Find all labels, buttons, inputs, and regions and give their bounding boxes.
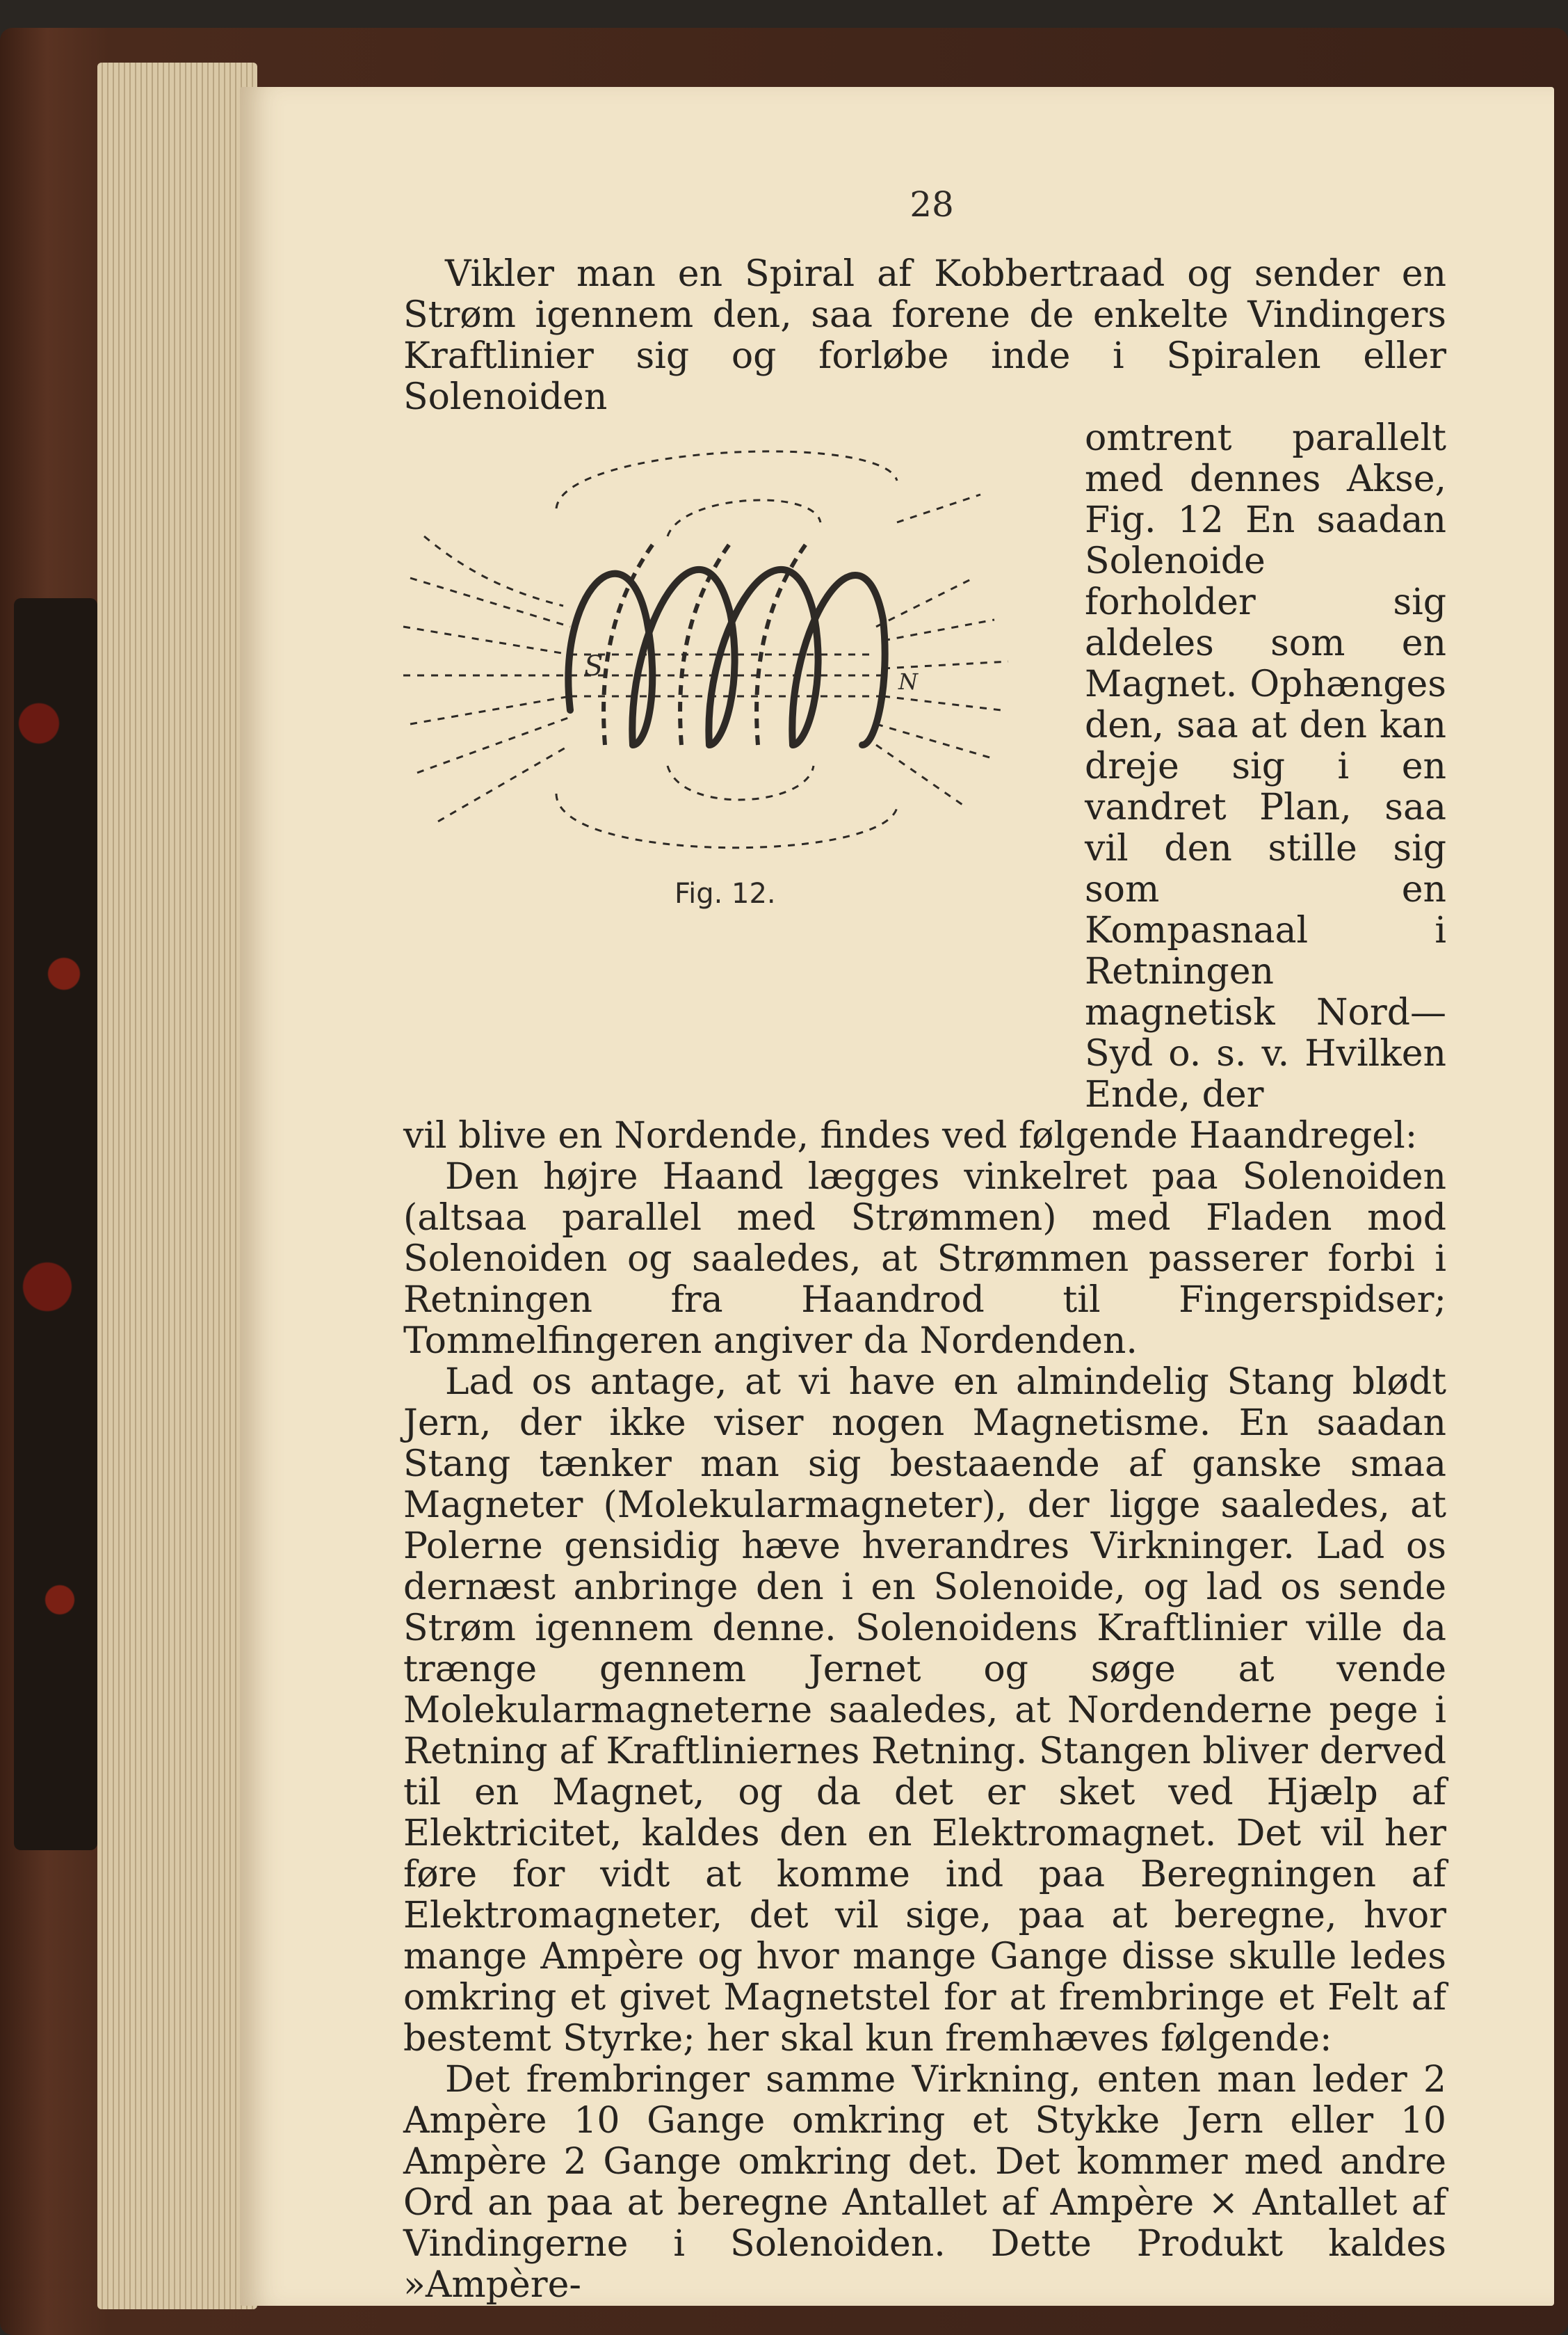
field-line-top-inner (668, 500, 821, 536)
paragraph-intro-end: vil blive en Nordende, findes ved følgende Haandregel: (403, 1115, 1418, 1157)
south-pole-label: S (584, 650, 604, 682)
paragraph-haandregel: Den højre Haand lægges vinkelret paa Solenoiden (altsaa parallel med Strømmen) med Fladen mod Solenoiden og saaledes, at Strømmen passerer forbi i Retningen fra Haandrod til Fingerspidser; Tommelfingeren angiver da Nordenden. (403, 1156, 1446, 1362)
page-number: 28 (910, 184, 954, 225)
text-column (403, 254, 1446, 2306)
paragraph-wrap: omtrent parallelt med dennes Akse, Fig. 12 En saadan Solenoide forholder sig aldeles som en Magnet. Ophænges den, saa at den kan dreje sig i en vandret Plan, saa vil den stille sig som en Kompasnaal i Retningen magnetisk Nord—Syd o. s. v. Hvilken Ende, der (1085, 417, 1446, 1116)
figure-12 (396, 418, 1085, 919)
solenoid-diagram (396, 418, 1085, 877)
figure-caption: Fig. 12. (674, 878, 776, 910)
field-line-bottom-outer (556, 794, 897, 848)
paragraph-ampere: Det frembringer samme Virkning, enten man leder 2 Ampère 10 Gange omkring et Stykke Jern eller 10 Ampère 2 Gange omkring det. Det kommer med andre Ord an paa at beregne Antallet af Ampère × Antallet af Vindingerne i Solenoiden. Dette Produkt kaldes »Ampère- (403, 2059, 1446, 2306)
field-line-top-outer (556, 451, 897, 508)
figure-wrap-block (403, 418, 1446, 1116)
field-line-bottom-inner (668, 766, 814, 800)
paragraph-elektromagnet: Lad os antage, at vi have en almindelig Stang blødt Jern, der ikke viser nogen Magnetisme. En saadan Stang tænker man sig bestaaende af ganske smaa Magneter (Molekularmagneter), der ligge saaledes, at Polerne gensidig hæve hverandres Virkninger. Lad os dernæst anbringe den i en Solenoide, og lad os sende Strøm igennem denne. Solenoidens Kraftlinier ville da trænge gennem Jernet og søge at vende Molekularmagneterne saaledes, at Nordenderne pege i Retning af Kraftliniernes Retning. Stangen bliver derved til en Magnet, og da det er sket ved Hjælp af Elektricitet, kaldes den en Elektromagnet. Det vil her føre for vidt at komme ind paa Beregningen af Elektromagneter, det vil sige, paa at beregne, hvor mange Ampère og hvor mange Gange disse skulle ledes omkring et givet Magnetstel for at frembringe et Felt af bestemt Styrke; her skal kun fremhæves følgende: (403, 1361, 1446, 2060)
north-pole-label: N (898, 668, 918, 695)
marbled-cover-edge (14, 598, 97, 1850)
page-edges (97, 63, 257, 2309)
paragraph-intro: Vikler man en Spiral af Kobbertraad og sender en Strøm igennem den, saa forene de enkelte Vindingers Kraftlinier sig og forløbe inde i Spiralen eller Solenoiden (403, 253, 1446, 418)
